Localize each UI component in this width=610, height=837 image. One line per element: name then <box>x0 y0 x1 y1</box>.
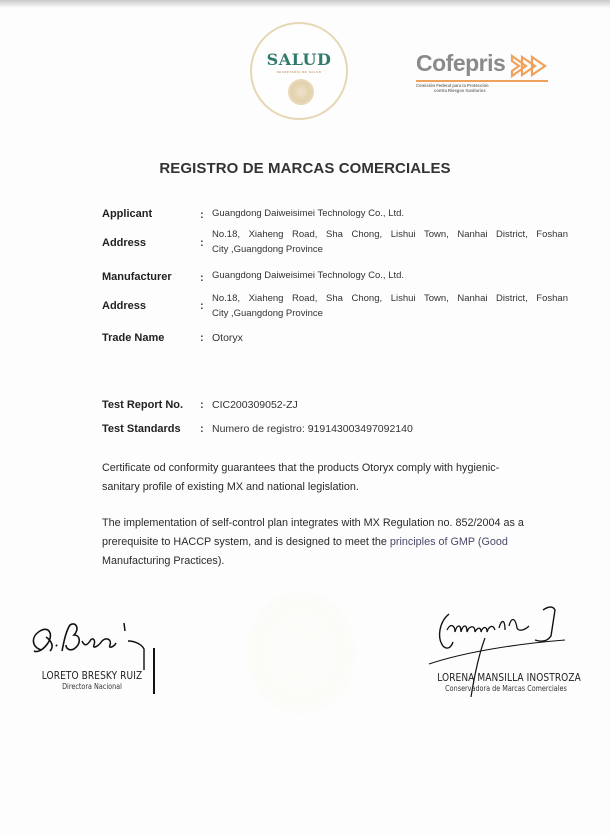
field-label: Manufacturer <box>102 271 172 283</box>
address-line-2: City ,Guangdong Province <box>212 244 323 255</box>
address-line-1: No.18, Xiaheng Road, Sha Chong, Lishui Town, Nanhai District, Foshan <box>212 229 568 240</box>
top-edge-shadow <box>0 0 610 8</box>
field-label: Address <box>102 300 147 312</box>
field-colon: : <box>200 209 204 221</box>
field-label: Applicant <box>102 208 153 220</box>
field-label: Address <box>102 237 147 249</box>
cofepris-logo <box>414 50 564 100</box>
salud-logo-subtitle: SECRETARÍA DE SALUD <box>276 70 322 74</box>
paragraph-gmp-text: principles of GMP (Good <box>389 536 508 548</box>
cofepris-divider <box>416 80 548 82</box>
field-label: Trade Name <box>102 332 165 344</box>
salud-logo <box>250 22 348 120</box>
address-line-1: No.18, Xiaheng Road, Sha Chong, Lishui Town, Nanhai District, Foshan <box>212 293 568 304</box>
cofepris-arrows-icon <box>510 54 552 78</box>
field-value: Guangdong Daiweisimei Technology Co., Ltd. <box>212 208 405 219</box>
field-colon: : <box>200 272 204 284</box>
signature-stroke <box>153 648 155 694</box>
paragraph-text: The implementation of self-control plan integrates with MX Regulation no. 852/2004 as a prerequisite to HACCP system, and is designed to meet the <box>102 517 524 548</box>
field-value: CIC200309052-ZJ <box>212 399 298 411</box>
field-value <box>212 291 568 321</box>
field-value <box>212 227 568 257</box>
paragraph-end-text: Manufacturing Practices). <box>102 555 225 567</box>
cofepris-subtitle-line2: contra Riesgos Sanitarios <box>434 88 486 93</box>
field-label: Test Standards <box>102 423 181 435</box>
document-title: REGISTRO DE MARCAS COMERCIALES <box>159 160 451 177</box>
field-colon: : <box>200 423 204 435</box>
field-value: Guangdong Daiweisimei Technology Co., Ltd. <box>212 270 405 281</box>
signer-name: LORETO BRESKY RUIZ <box>41 670 143 682</box>
field-colon: : <box>200 399 204 411</box>
cofepris-logo-subtitle <box>416 83 526 93</box>
field-colon: : <box>200 332 204 344</box>
faded-stamp <box>246 590 356 715</box>
signer-role: Conservadora de Marcas Comerciales <box>445 684 567 693</box>
field-label: Test Report No. <box>102 399 184 411</box>
signature-block-left <box>26 670 158 691</box>
field-colon: : <box>200 300 204 312</box>
signature-loreto-bresky <box>28 615 148 670</box>
cofepris-logo-title: Cofepris <box>416 50 506 76</box>
field-value: Otoryx <box>212 332 243 344</box>
signer-role: Directora Nacional <box>62 682 122 691</box>
conformity-paragraph: Certificate od conformity guarantees that the products Otoryx comply with hygienic-sanitary profile of existing MX and national legislation. <box>102 462 500 493</box>
cofepris-subtitle-line1: Comisión Federal para la Protección <box>416 83 489 88</box>
signature-block-right <box>426 672 586 693</box>
mexico-seal-icon <box>288 79 314 105</box>
field-colon: : <box>200 237 204 249</box>
field-value: Numero de registro: 919143003497092140 <box>212 423 413 435</box>
address-line-2: City ,Guangdong Province <box>212 308 323 319</box>
signer-name: LORENA MANSILLA INOSTROZA <box>437 672 581 684</box>
implementation-paragraph <box>102 514 572 571</box>
salud-logo-title: SALUD <box>266 50 332 69</box>
